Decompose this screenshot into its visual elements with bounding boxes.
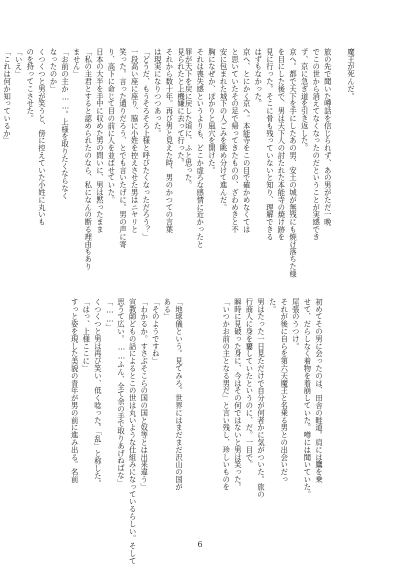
text-line: それが後に自らを第六天魔王と名乗る男との出会いだっ: [280, 298, 290, 483]
text-line: すっと姿を現した美貌の青年が男の前に進み出る。名前: [70, 298, 80, 483]
text-block-lower-right: [222, 298, 325, 513]
text-line: 「お前の主か……。上様を取りたくならなく: [61, 48, 71, 200]
text-block-upper-right: [184, 48, 357, 278]
text-line: 「いつかお前の主となる男だ」と言い残し、珍しいものを: [222, 298, 232, 491]
text-block-upper-left: [3, 48, 187, 270]
text-line: 「そのようですね」: [151, 298, 161, 365]
text-line: 「地球儀という。見てみろ。世界にはまだまだ沢山の国が: [175, 298, 184, 491]
text-line: 行商人に身を窶していたというのに、だ。一目で。: [245, 298, 255, 469]
text-line: 「どうだ、もうそろそろ上様と呼びたくなっただろう？」: [142, 48, 152, 241]
text-line: 京へ。都で天下を手にしたあの男、安土の城が無残にも焼け落ちた様: [289, 48, 299, 278]
text-block-lower-left: [30, 298, 185, 565]
text-line: 見に行った。そこに骨も残っていないと知り、理解できる: [265, 48, 275, 241]
text-line: くつくつと男は再び笑い、低く唸った。「乱」と称した。: [93, 298, 103, 487]
text-line: 胸になぜか、ぽかりと風穴を開けた。: [207, 48, 217, 174]
text-line: 初めてその男に会ったのは、田舎の畦道。肩には鷹を乗: [315, 298, 324, 483]
text-line: 「いえ」: [14, 48, 24, 78]
text-line: 笑った。言った通りだろう、とでも言いたげに。男の声に寄: [119, 48, 129, 248]
text-line: 旅の先で聞いた噂話を信じられず、あの男がただ一晩: [323, 48, 333, 226]
text-line: 男はたった一日見ただけで自分が何者かに気がついた。旅の: [257, 298, 267, 498]
text-line: なったのか」: [49, 48, 59, 93]
text-line: 宣教師どもの話によるとこの世は丸いような仕組みになっているらしい。そして: [128, 298, 138, 565]
text-line: 「これは何か知っているか」: [3, 48, 13, 145]
text-line: を目にした後で、男は天下人の討たれた本能寺の焼け跡を: [277, 48, 287, 241]
page-number: 6: [197, 540, 203, 549]
text-line: ません」: [72, 48, 82, 78]
text-line: 「わかるか。すさぶそこらの国の国と奴等とは出来違う」: [140, 298, 150, 491]
text-line: 日本の大半を手中に収めた男の問いに、男は黙ったまま: [95, 48, 105, 233]
text-line: 罪が天下を戻に戻した頃に、ふと思った。: [184, 48, 194, 189]
text-line: それから数十年。再び男と見えた時、男のかつての言葉: [165, 48, 175, 233]
text-line: は現実になりつつあった。: [153, 48, 163, 137]
text-line: 「……」: [105, 298, 115, 331]
text-line: 見られたと上機嫌に去って行った。: [177, 48, 186, 167]
text-line: ある」: [163, 298, 173, 321]
text-line: 思うて広い。……ふん、全て余の手で取りあげねばな」: [117, 298, 127, 487]
text-line: はずもなかった。: [254, 48, 264, 108]
text-line: 「私の主君とすると認められたのなら、私になんの断る理由もあり: [84, 48, 94, 270]
text-line: 「はっ、上様ここに」: [82, 298, 92, 372]
text-line: のを持ってこさせた。: [26, 48, 36, 122]
text-line: ず、京に急ぎ道を引き返した。: [300, 48, 310, 152]
text-line: 安に包まれた城下の人ごみを眺め分けて進んだ。: [219, 48, 229, 211]
text-line: [334, 48, 346, 263]
text-line: た。: [268, 298, 278, 313]
text-line: 瞬時に見破った身に、今はその何ではないと男は笑った。: [233, 298, 243, 491]
text-line: と思いていたその足で帰ってきたものの、ざわめきと不: [231, 48, 241, 233]
text-line: でこの世から消えてなくなったのだということが実感でき: [312, 48, 322, 241]
text-line: くつくつと男が笑うと、傍に控えていた小姓に丸いも: [37, 48, 47, 226]
text-line: り、高下に命じて目の前に人を並ばせていた。: [107, 48, 117, 204]
text-line: せて、だらしなく着物を着崩していた。噂には聞いていた。: [303, 298, 313, 498]
text-line: 京へ、とにかく京へ。本能寺をこの目で確かめなくては: [242, 48, 252, 233]
text-line: 尾張のうつけ。: [291, 298, 301, 350]
text-line: それは喪失感というよりも、どこか虚ろな感情に近かったと: [196, 48, 206, 248]
text-line: 魔王が死んだ。: [347, 48, 356, 100]
text-line: 一段高い座に座り、脇に小姓を控えさせた男はニヤリと: [130, 48, 140, 233]
